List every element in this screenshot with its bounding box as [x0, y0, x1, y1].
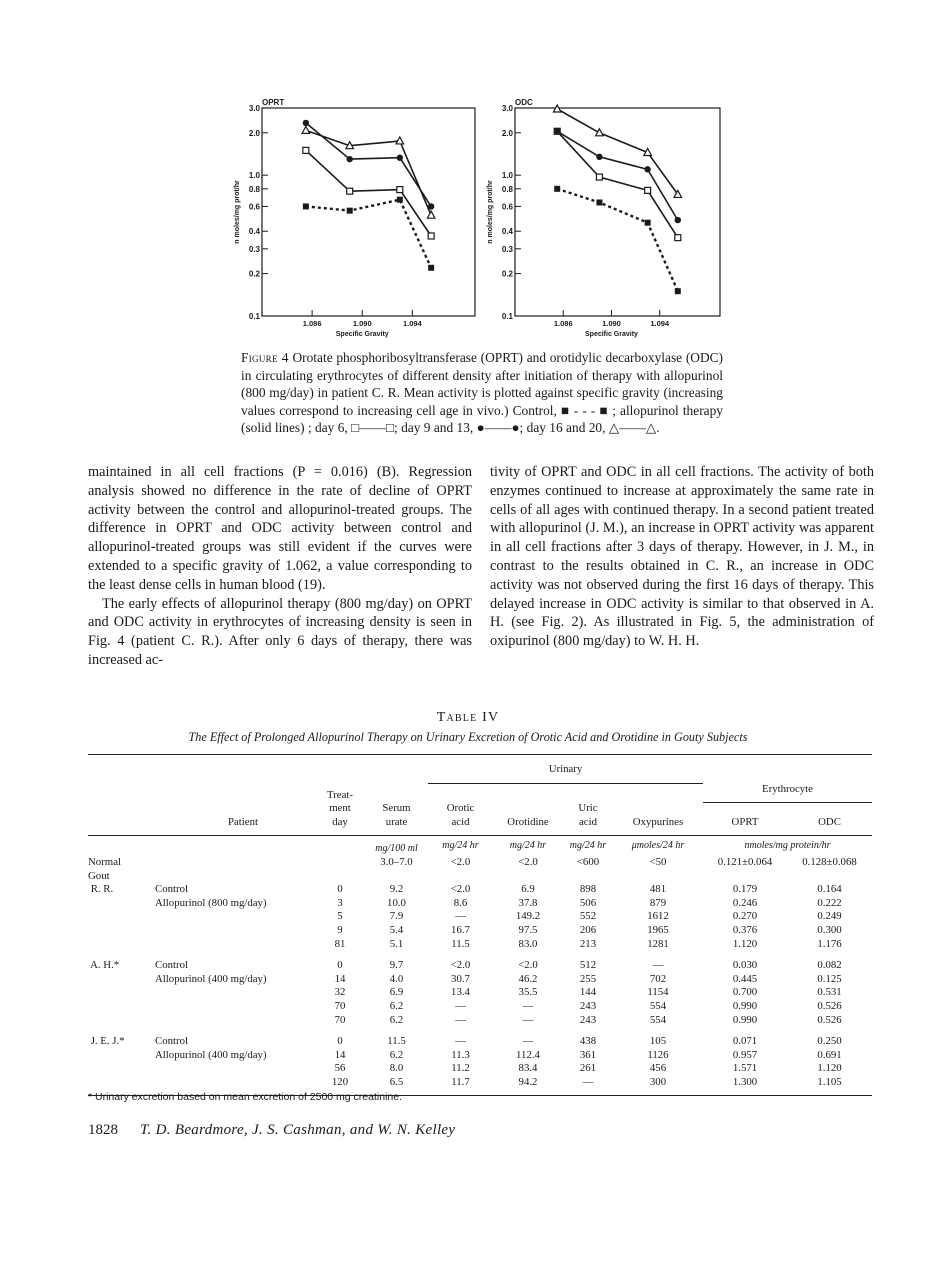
- table-cell-orotidine: 94.2: [518, 1075, 538, 1088]
- data-point-filled-circle: [675, 217, 681, 223]
- table-cell-orotidine: 6.9: [521, 883, 535, 896]
- table-cell-patient: [88, 1049, 155, 1063]
- data-point-filled-square: [554, 186, 560, 192]
- table-cell-orotic-acid: 11.7: [451, 1075, 470, 1088]
- y-axis-label: n moles/mg prot/hr: [234, 180, 241, 244]
- table-cell-treatment: [155, 910, 315, 924]
- table-footnote: * Urinary excretion based on mean excretion of 2500 mg creatinine.: [88, 1091, 403, 1103]
- chart-title: OPRT: [262, 98, 285, 107]
- data-point-filled-square: [675, 288, 681, 294]
- table-cell-oprt: 0.376: [732, 923, 758, 936]
- table-cell-treatment: [155, 1000, 315, 1014]
- table-cell-odc: 0.164: [817, 883, 842, 896]
- table-cell-day: 3: [337, 896, 343, 909]
- data-point-filled-square: [347, 208, 353, 214]
- table-cell-serum-urate: 10.0: [387, 896, 406, 909]
- y-tick-label: 0.8: [248, 184, 260, 194]
- table-cell-day: 0: [337, 883, 343, 896]
- y-tick-label: 3.0: [501, 104, 513, 113]
- table-cell-oprt: 0.121±0.064: [717, 855, 773, 868]
- body-left-paragraph-1: maintained in all cell fractions (P = 0.016) (B). Regression analysis showed no difference in the rate of decline of OPRT activity between the control and allopurinol-treated groups. The difference in OPRT and ODC activity between control and allopurinol-treated groups was still evident if the curves were extended to a specific gravity of 1.062, a value corresponding to the least dense cells in human blood (19).: [88, 464, 472, 593]
- table-cell-uric-acid: 512: [579, 959, 597, 972]
- table-cell-serum-urate: 5.1: [389, 937, 404, 950]
- table-row: [88, 938, 872, 952]
- table-row: [88, 1000, 872, 1014]
- table-cell-treatment: [155, 1062, 315, 1076]
- table-cell-orotidine: 37.8: [518, 896, 538, 909]
- data-point-open-square: [596, 174, 602, 180]
- table-cell-day: 14: [334, 972, 346, 985]
- table-cell-oxypurines: 481: [649, 883, 667, 896]
- table-cell-oprt: 0.179: [732, 883, 758, 896]
- table-cell-treatment: [155, 1014, 315, 1028]
- table-cell-orotidine: 149.2: [515, 910, 541, 923]
- table-cell-oxypurines: 554: [649, 1013, 667, 1026]
- y-tick-label: 0.8: [501, 184, 513, 194]
- table-cell-oprt: 0.700: [732, 986, 758, 999]
- x-tick-label: 1.094: [650, 319, 670, 328]
- table-cell-odc: 0.125: [817, 972, 842, 985]
- body-left-paragraph-2: The early effects of allopurinol therapy (800 mg/day) on OPRT and ODC activity in erythrocytes of increasing density is seen in Fig. 4 (patient C. R.). After only 6 days of therapy, there was increased ac-: [88, 595, 472, 668]
- table-cell-treatment: [155, 856, 315, 870]
- data-point-open-square: [347, 188, 353, 194]
- y-tick-label: 2.0: [501, 128, 513, 138]
- table-cell-odc: 1.120: [817, 1062, 842, 1075]
- figure-4: [0, 0, 936, 350]
- y-tick-label: 0.3: [248, 244, 260, 254]
- table-iv: [88, 757, 872, 1096]
- y-tick-label: 0.4: [501, 227, 513, 237]
- data-point-open-square: [645, 187, 651, 193]
- y-tick-label: 2.0: [248, 128, 260, 138]
- table-cell-oxypurines: 1612: [647, 910, 669, 923]
- table-cell-oxypurines: 105: [649, 1035, 667, 1048]
- table-cell-patient: [88, 1062, 155, 1076]
- series-line-open-triangle: [306, 130, 431, 215]
- data-point-open-triangle: [596, 129, 604, 136]
- table-units-row: [88, 836, 872, 856]
- table-row: [88, 856, 872, 870]
- table-cell-oprt: 0.990: [732, 1013, 758, 1026]
- table-cell-oxypurines: 1281: [647, 937, 669, 950]
- footer-authors: T. D. Beardmore, J. S. Cashman, and W. N. Kelley: [140, 1122, 456, 1138]
- table-cell-oxypurines: 300: [649, 1075, 667, 1088]
- data-point-open-triangle: [302, 126, 310, 133]
- table-cell-uric-acid: 255: [579, 972, 597, 985]
- x-tick-label: 1.086: [553, 319, 573, 328]
- page-number: 1828: [88, 1122, 118, 1138]
- data-point-filled-circle: [644, 166, 650, 172]
- y-tick-label: 0.3: [501, 244, 513, 254]
- x-tick-label: 1.086: [302, 319, 322, 328]
- header-urinary: Urinary: [548, 763, 583, 775]
- table-cell-serum-urate: 5.4: [389, 923, 404, 936]
- header-oprt: OPRT: [703, 802, 787, 829]
- table-cell-orotidine: <2.0: [518, 855, 538, 868]
- table-cell-treatment: [155, 986, 315, 1000]
- data-point-open-square: [397, 187, 403, 193]
- table-cell-oxypurines: <50: [649, 855, 667, 868]
- table-row: [88, 870, 872, 884]
- unit-orotidine: mg/24 hr: [509, 840, 547, 852]
- y-tick-label: 3.0: [248, 104, 260, 113]
- table-cell-uric-acid: 206: [579, 923, 597, 936]
- data-point-filled-circle: [554, 128, 560, 134]
- unit-oxypurines: μmoles/24 hr: [631, 840, 685, 852]
- header-uric-acid: Uric acid: [578, 802, 598, 828]
- table-cell-day: 120: [331, 1075, 349, 1088]
- figure-caption-label: Figure 4: [241, 350, 289, 365]
- table-cell-patient: [88, 938, 155, 952]
- unit-erythrocyte: nmoles/mg protein/hr: [744, 840, 831, 852]
- chart-frame: [515, 108, 720, 316]
- header-serum-urate: Serum urate: [382, 802, 411, 828]
- table-top-rule: [88, 754, 872, 755]
- table-cell-orotic-acid: [428, 870, 493, 884]
- header-orotic-acid: Orotic acid: [446, 802, 475, 828]
- data-point-open-square: [303, 147, 309, 153]
- series-line-open-square: [306, 150, 431, 236]
- table-cell-oxypurines: 554: [649, 999, 667, 1012]
- table-cell-orotic-acid: 13.4: [451, 986, 470, 999]
- table-cell-uric-acid: 213: [579, 937, 597, 950]
- header-treatment-day: Treat- ment day: [327, 788, 353, 828]
- table-cell-serum-urate: 7.9: [389, 910, 404, 923]
- y-tick-label: 0.6: [501, 202, 513, 212]
- y-axis-label: n moles/mg prot/hr: [487, 180, 494, 244]
- table-cell-serum-urate: 6.5: [389, 1075, 404, 1088]
- table-cell-orotic-acid: —: [455, 1035, 466, 1048]
- table-cell-patient: Gout: [88, 869, 110, 882]
- table-subtitle: The Effect of Prolonged Allopurinol Therapy on Urinary Excretion of Orotic Acid and Orotidine in Gouty Subjects: [188, 730, 748, 744]
- table-header-row-3: [88, 802, 872, 829]
- table-row: [88, 910, 872, 924]
- table-cell-uric-acid: 243: [579, 999, 597, 1012]
- table-cell-serum-urate: 6.9: [389, 986, 404, 999]
- table-cell-patient: [88, 897, 155, 911]
- table-cell-oprt: [703, 870, 787, 884]
- series-line-filled-square: [306, 200, 431, 268]
- table-cell-orotidine: 112.4: [516, 1048, 540, 1061]
- header-patient: Patient: [228, 815, 258, 828]
- table-cell-orotic-acid: 11.3: [451, 1048, 470, 1061]
- table-header-row-2: [88, 783, 872, 802]
- table-row: [88, 924, 872, 938]
- table-row: [88, 1062, 872, 1076]
- table-cell-oxypurines: 1965: [647, 923, 669, 936]
- table-cell-orotidine: —: [522, 1013, 534, 1026]
- table-cell-uric-acid: 243: [579, 1013, 597, 1026]
- table-cell-uric-acid: 438: [579, 1035, 597, 1048]
- table-cell-day: 70: [334, 1013, 346, 1026]
- table-cell-orotic-acid: <2.0: [450, 883, 471, 896]
- table-cell-odc: 0.526: [817, 1013, 842, 1026]
- chart-1: [487, 98, 720, 338]
- table-cell-orotic-acid: 8.6: [453, 896, 468, 909]
- table-cell-orotic-acid: 16.7: [451, 923, 470, 936]
- body-right-column: [490, 463, 874, 651]
- table-row: [88, 883, 872, 897]
- data-point-filled-square: [397, 197, 403, 203]
- table-cell-serum-urate: [365, 870, 428, 884]
- table-cell-patient: [88, 986, 155, 1000]
- data-point-open-square: [428, 233, 434, 239]
- table-cell-serum-urate: 9.2: [389, 883, 404, 896]
- table-cell-patient: A. H.*: [88, 959, 120, 972]
- table-cell-orotidine: <2.0: [518, 959, 538, 972]
- table-cell-orotidine: 46.2: [518, 972, 538, 985]
- header-oxypurines: Oxypurines: [632, 815, 684, 828]
- table-cell-treatment: [155, 1076, 315, 1090]
- table-cell-orotidine: [493, 870, 563, 884]
- table-cell-uric-acid: <600: [576, 855, 600, 868]
- table-cell-oxypurines: —: [652, 959, 664, 972]
- table-cell-patient: [88, 1000, 155, 1014]
- table-cell-day: 32: [334, 986, 346, 999]
- table-cell-uric-acid: 898: [579, 883, 597, 896]
- data-point-filled-circle: [397, 155, 403, 161]
- table-cell-oxypurines: 1154: [647, 986, 669, 999]
- table-cell-day: [315, 870, 365, 884]
- unit-serum-urate: mg/100 ml: [375, 843, 418, 855]
- table-cell-orotic-acid: <2.0: [450, 959, 471, 972]
- x-tick-label: 1.094: [402, 319, 422, 328]
- table-cell-day: 0: [337, 1035, 343, 1048]
- table-cell-orotic-acid: —: [455, 910, 466, 923]
- table-cell-orotidine: 83.4: [518, 1062, 538, 1075]
- y-tick-label: 0.4: [248, 227, 260, 237]
- header-erythrocyte: Erythrocyte: [762, 783, 813, 796]
- table-cell-orotic-acid: 30.7: [451, 972, 470, 985]
- table-row: [88, 1014, 872, 1028]
- table-cell-oprt: 0.445: [732, 972, 758, 985]
- y-tick-label: 1.0: [501, 171, 513, 181]
- table-cell-serum-urate: 11.5: [387, 1035, 406, 1048]
- table-cell-day: 5: [337, 910, 343, 923]
- page-footer: [88, 1122, 455, 1139]
- body-left-column: [88, 463, 472, 670]
- data-point-filled-square: [428, 265, 434, 271]
- table-cell-oprt: 1.120: [732, 937, 758, 950]
- table-cell-orotidine: 35.5: [518, 986, 538, 999]
- table-cell-odc: 0.082: [817, 959, 842, 972]
- table-cell-treatment: Control: [155, 959, 188, 972]
- table-cell-day: 56: [334, 1062, 346, 1075]
- table-cell-oprt: 0.071: [732, 1035, 758, 1048]
- series-line-filled-circle: [557, 131, 678, 220]
- table-cell-treatment: [155, 870, 315, 884]
- table-cell-oprt: 1.571: [732, 1062, 758, 1075]
- table-cell-patient: Normal: [88, 855, 121, 868]
- table-cell-patient: [88, 1076, 155, 1090]
- table-cell-uric-acid: 261: [579, 1062, 597, 1075]
- table-cell-odc: 0.531: [817, 986, 842, 999]
- table-cell-treatment: Allopurinol (800 mg/day): [155, 896, 267, 909]
- data-point-filled-circle: [596, 154, 602, 160]
- y-tick-label: 1.0: [248, 171, 260, 181]
- table-cell-orotic-acid: —: [455, 999, 466, 1012]
- table-cell-uric-acid: [563, 870, 613, 884]
- table-cell-treatment: [155, 924, 315, 938]
- x-tick-label: 1.090: [352, 319, 372, 328]
- table-cell-serum-urate: 8.0: [389, 1062, 404, 1075]
- data-point-open-square: [675, 235, 681, 241]
- table-cell-orotidine: —: [522, 1035, 534, 1048]
- y-tick-label: 0.2: [248, 269, 260, 279]
- table-cell-uric-acid: 361: [579, 1048, 597, 1061]
- table-cell-oprt: 0.030: [732, 959, 758, 972]
- data-point-filled-circle: [347, 156, 353, 162]
- table-cell-day: [315, 856, 365, 870]
- table-cell-patient: [88, 910, 155, 924]
- y-tick-label: 0.6: [248, 202, 260, 212]
- table-cell-odc: 1.176: [817, 937, 842, 950]
- y-tick-label: 0.1: [248, 312, 260, 321]
- table-cell-odc: 0.249: [817, 910, 842, 923]
- table-cell-oxypurines: 702: [649, 972, 667, 985]
- table-cell-uric-acid: 144: [579, 986, 597, 999]
- table-cell-oxypurines: 1126: [647, 1048, 669, 1061]
- y-tick-label: 0.1: [501, 312, 513, 321]
- table-cell-treatment: Allopurinol (400 mg/day): [155, 972, 267, 985]
- table-cell-serum-urate: 6.2: [389, 999, 404, 1012]
- table-cell-day: 70: [334, 999, 346, 1012]
- figure-caption: [241, 349, 723, 437]
- table-cell-uric-acid: —: [582, 1075, 594, 1088]
- table-cell-day: 0: [337, 959, 343, 972]
- table-cell-serum-urate: 6.2: [389, 1013, 404, 1026]
- table-cell-treatment: [155, 938, 315, 952]
- table-cell-odc: [787, 870, 872, 884]
- table-row: [88, 951, 872, 973]
- chart-title: ODC: [515, 98, 533, 107]
- table-cell-odc: 1.105: [817, 1075, 842, 1088]
- body-right-paragraph-1: tivity of OPRT and ODC in all cell fractions. The activity of both enzymes continued to increase at approximately the same rate in cells of all ages with continued therapy. In a second patient treated with allopurinol (J. M.), an increase in OPRT activity was apparent in all cell fractions after 3 days of therapy. However, in J. M., in contrast to the results obtained in C. R., an increase in ODC activity was not observed during the first 16 days of therapy. This delayed increase in ODC activity is similar to that observed in A. H. (see Fig. 2). As illustrated in Fig. 5, the administration of oxipurinol (800 mg/day) to W. H. H.: [490, 464, 874, 650]
- table-row: [88, 986, 872, 1000]
- table-body: [88, 856, 872, 1090]
- table-cell-serum-urate: 6.2: [389, 1048, 404, 1061]
- table-cell-oprt: 0.990: [732, 999, 758, 1012]
- table-cell-patient: [88, 973, 155, 987]
- series-line-open-square: [557, 131, 678, 237]
- table-row: [88, 897, 872, 911]
- table-cell-odc: 0.250: [817, 1035, 842, 1048]
- x-axis-label: Specific Gravity: [585, 331, 638, 338]
- table-cell-oprt: 0.270: [732, 910, 758, 923]
- unit-uric-acid: mg/24 hr: [569, 840, 607, 852]
- table-cell-orotic-acid: 11.5: [451, 937, 470, 950]
- table-cell-odc: 0.128±0.068: [802, 855, 857, 868]
- table-cell-serum-urate: 4.0: [389, 972, 404, 985]
- table-title: Table IV: [436, 710, 500, 725]
- x-axis-label: Specific Gravity: [335, 331, 389, 338]
- series-line-filled-circle: [306, 123, 431, 206]
- table-cell-orotic-acid: —: [455, 1013, 466, 1026]
- series-line-filled-square: [557, 189, 678, 291]
- table-row: [88, 1076, 872, 1090]
- table-cell-oprt: 1.300: [732, 1075, 758, 1088]
- table-cell-oxypurines: [613, 870, 703, 884]
- table-cell-odc: 0.222: [817, 896, 842, 909]
- table-cell-day: 14: [334, 1048, 346, 1061]
- table-row: [88, 1027, 872, 1049]
- table-cell-oprt: 0.957: [732, 1048, 758, 1061]
- table-cell-day: 81: [334, 937, 346, 950]
- header-orotidine: Orotidine: [507, 815, 549, 828]
- table-cell-treatment: Allopurinol (400 mg/day): [155, 1048, 267, 1061]
- table-cell-orotidine: —: [522, 999, 534, 1012]
- table-cell-orotidine: 83.0: [518, 937, 538, 950]
- table-cell-patient: J. E. J.*: [88, 1035, 125, 1048]
- table-cell-patient: R. R.: [88, 883, 114, 896]
- table-cell-patient: [88, 1014, 155, 1028]
- table-cell-uric-acid: 506: [579, 896, 597, 909]
- data-point-filled-square: [303, 203, 309, 209]
- table-cell-uric-acid: 552: [579, 910, 597, 923]
- data-point-filled-square: [596, 199, 602, 205]
- table-row: [88, 1049, 872, 1063]
- data-point-filled-square: [645, 220, 651, 226]
- unit-orotic-acid: mg/24 hr: [442, 840, 479, 852]
- table-cell-day: 9: [337, 923, 343, 936]
- table-cell-oxypurines: 879: [649, 896, 667, 909]
- table-cell-odc: 0.691: [817, 1048, 842, 1061]
- y-tick-label: 0.2: [501, 269, 513, 279]
- table-cell-orotidine: 97.5: [518, 923, 538, 936]
- table-cell-odc: 0.300: [817, 923, 842, 936]
- table-cell-oxypurines: 456: [649, 1062, 667, 1075]
- chart-frame: [262, 108, 475, 316]
- table-cell-serum-urate: 9.7: [389, 959, 404, 972]
- table-header-row-1: [88, 757, 872, 783]
- table-cell-orotic-acid: 11.2: [451, 1062, 470, 1075]
- chart-0: [234, 98, 475, 338]
- table-cell-oprt: 0.246: [732, 896, 758, 909]
- table-cell-orotic-acid: <2.0: [450, 855, 471, 868]
- table-cell-serum-urate: 3.0–7.0: [380, 855, 413, 868]
- header-odc: ODC: [787, 802, 872, 829]
- table-cell-odc: 0.526: [817, 999, 842, 1012]
- table-row: [88, 973, 872, 987]
- table-cell-treatment: Control: [155, 883, 188, 896]
- figure-caption-text: Orotate phosphoribosyltransferase (OPRT) and orotidylic decarboxylase (ODC) in circulating erythrocytes of different density after initiation of therapy with allopurinol (800 mg/day) in patient C. R. Mean activity is plotted against specific gravity (increasing values correspond to increasing cell age in vivo.) Control, ■ - - - ■ ; allopurinol therapy (solid lines) ; day 6, □——□; day 9 and 13, ●——●; day 16 and 20, △——△.: [241, 350, 724, 436]
- table-cell-patient: [88, 924, 155, 938]
- x-tick-label: 1.090: [602, 319, 621, 328]
- data-point-open-triangle: [427, 211, 435, 218]
- table-cell-treatment: Control: [155, 1035, 188, 1048]
